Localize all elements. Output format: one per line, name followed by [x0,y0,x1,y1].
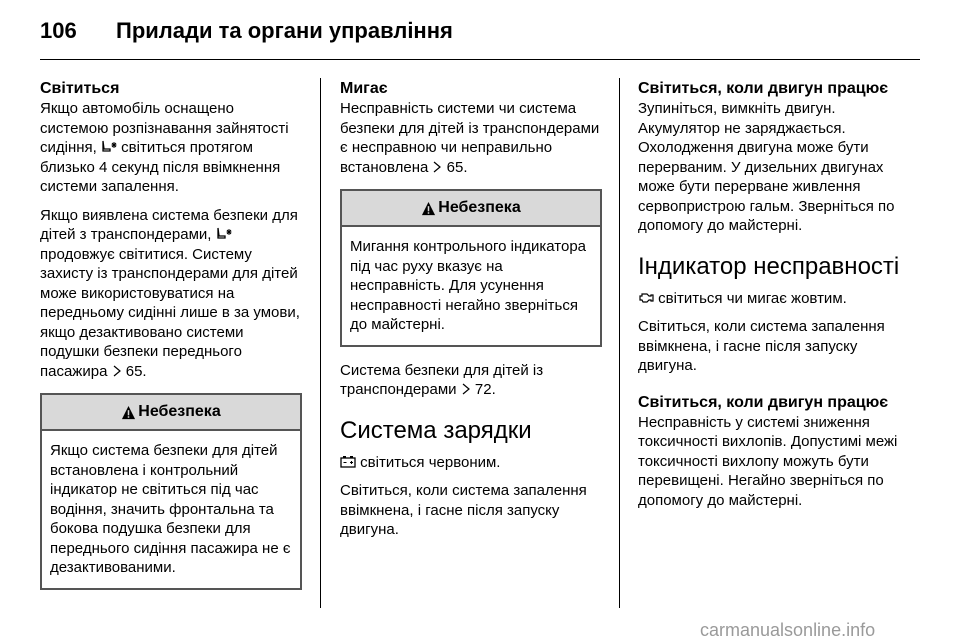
column-3 [638,78,910,510]
danger-box-text: Якщо система безпеки для дітей встановлена і контрольний індикатор не світиться під час водіння, значить фронтальна та бокова подушка безпеки для переднього сидіння пасажира не є дезактивованими. [50,442,291,576]
page-reference-arrow-icon [432,161,442,173]
paragraph: світиться чи мигає жовтим. [638,289,910,309]
danger-box-header: Небезпека [342,191,600,227]
seat-occupancy-icon [101,140,117,154]
column-divider [320,78,321,608]
heading-engine-running: Світиться, коли двигун працює [638,393,889,411]
column-2 [340,78,602,540]
heading-malfunction-indicator: Індикатор несправності [638,252,900,280]
seat-occupancy-icon [216,227,232,241]
warning-triangle-icon [421,201,436,216]
watermark: carmanualsonline.info [700,620,876,640]
heading-charging-system: Система зарядки [340,416,532,444]
paragraph: Світиться, коли система запалення ввімкнена, і гасне після запуску двигуна. [638,318,885,374]
page-reference-arrow-icon [112,365,122,377]
battery-icon [340,455,356,469]
page-title: Прилади та органи управління [116,18,453,43]
paragraph: Система безпеки для дітей із транспондерами 72. [340,361,544,398]
page-reference-arrow-icon [461,383,471,395]
danger-box [40,393,302,590]
danger-box-text: Мигання контрольного індикатора під час руху вказує на несправність. Для усунення несправності негайно зверніться до майстерні. [350,238,587,333]
paragraph: Несправність системи чи система безпеки для дітей із транспондерами є несправною чи неправильно встановлена 65. [340,100,600,176]
engine-check-icon [638,291,654,305]
paragraph: світиться червоним. [340,453,602,473]
heading-engine-running: Світиться, коли двигун працює [638,80,889,97]
danger-box [340,189,602,347]
column-divider [619,78,620,608]
warning-triangle-icon [121,405,136,420]
danger-box-header: Небезпека [42,395,300,431]
paragraph: Якщо виявлена система безпеки для дітей з транспондерами, продовжує світитися. Систему захисту із транспондерами для дітей може використовуватися на передньому сидінні лише в за умови, якщо дезактивовано системи подушки безпеки переднього пасажира 65. [40,206,300,380]
paragraph: Якщо автомобіль оснащено системою розпізнавання зайнятості сидіння, світиться протягом близько 4 секунд після ввімкнення системи запалення. [40,100,289,195]
page-header [0,0,960,60]
paragraph: Зупиніться, вимкніть двигун. Акумулятор не заряджається. Охолодження двигуна може бути перерваним. У дизельних двигунах може бути перерване живлення сервопристрою гальм. Зверніться по допомогу до майстерні. [638,100,895,234]
paragraph: Несправність у системі зниження токсичності вихлопів. Допустимі межі токсичності вихлопу можуть бути перевищені. Негайно зверніться по допомогу до майстерні. [638,413,898,509]
paragraph: Світиться, коли система запалення ввімкнена, і гасне після запуску двигуна. [340,482,587,538]
column-1 [40,78,302,604]
header-rule [40,59,920,60]
heading-lit: Світиться [40,80,120,97]
page-number: 106 [40,18,77,43]
heading-blinking: Мигає [340,80,388,97]
